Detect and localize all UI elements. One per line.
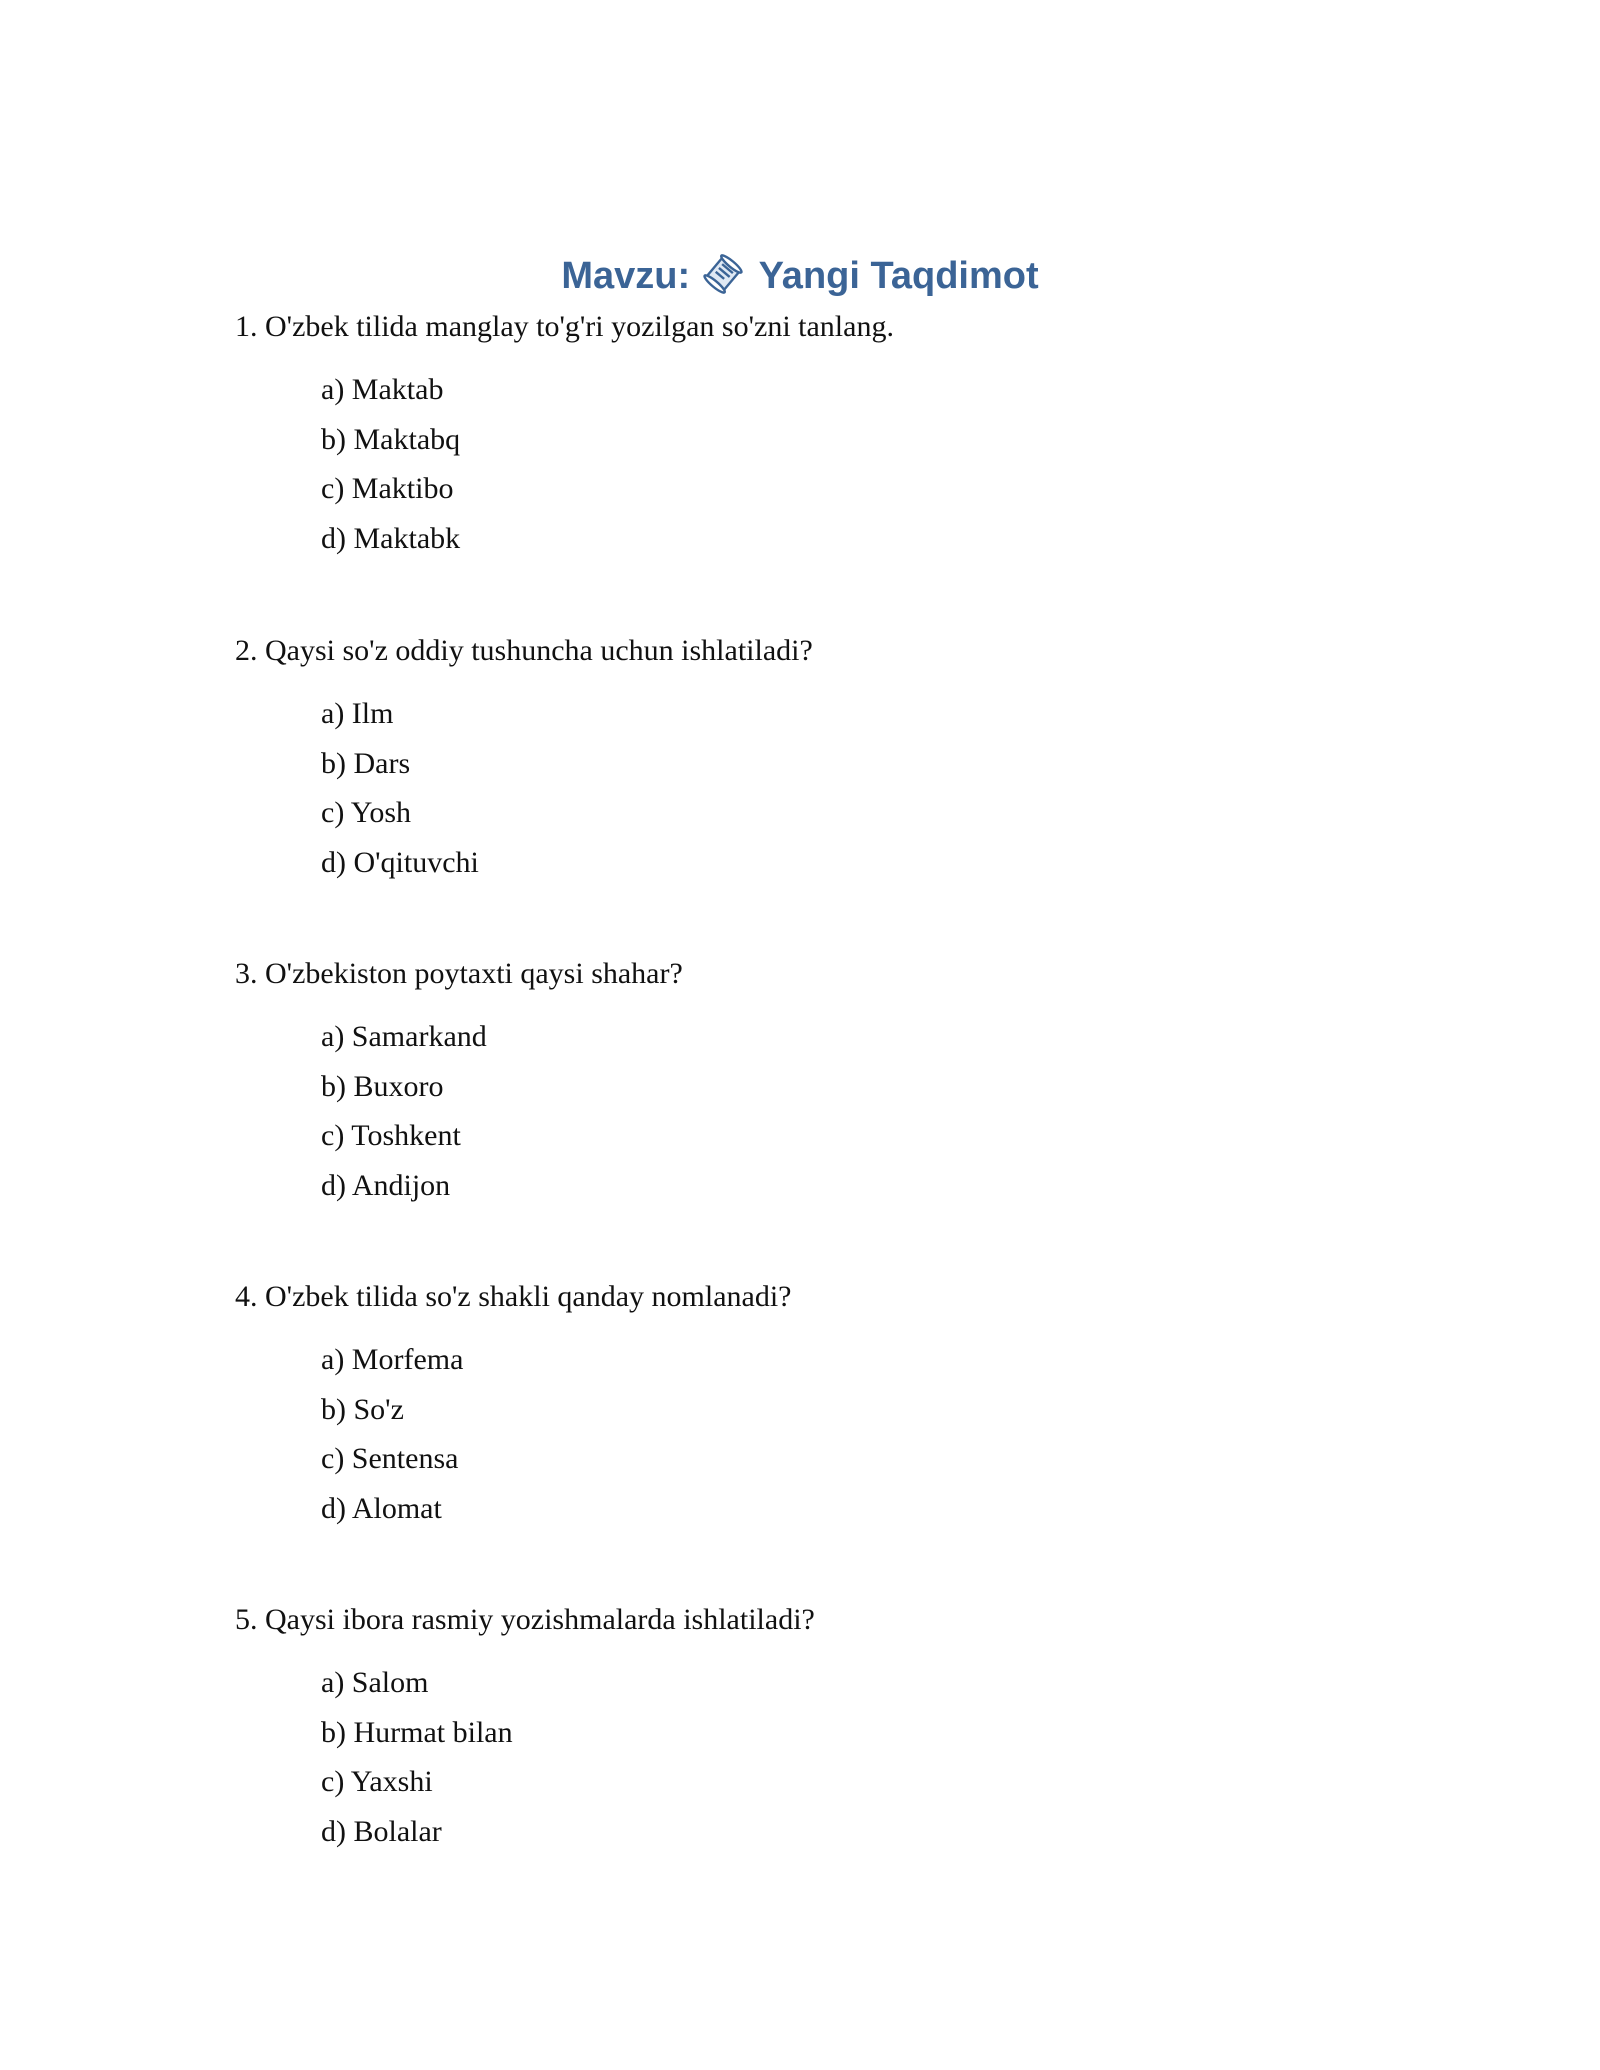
- question-5: [235, 1600, 1435, 1856]
- scroll-icon: [703, 254, 743, 294]
- option-b: b) Dars: [321, 746, 411, 780]
- question-4: [235, 1277, 1435, 1533]
- option-b: b) Maktabq: [321, 422, 461, 456]
- option-b: b) Hurmat bilan: [321, 1715, 513, 1749]
- question-text: 3. O'zbekiston poytaxti qaysi shahar?: [235, 957, 683, 990]
- option-b: b) So'z: [321, 1392, 404, 1426]
- question-text: 2. Qaysi so'z oddiy tushuncha uchun ishlatiladi?: [235, 634, 813, 667]
- options-list: [321, 689, 1435, 887]
- option-b: b) Buxoro: [321, 1069, 444, 1103]
- question-3: [235, 954, 1435, 1210]
- question-2: [235, 631, 1435, 887]
- options-list: [321, 1335, 1435, 1533]
- option-a: a) Maktab: [321, 373, 444, 406]
- option-d: d) O'qituvchi: [321, 845, 479, 879]
- question-text: 1. O'zbek tilida manglay to'g'ri yozilgan so'zni tanlang.: [235, 310, 894, 343]
- option-c: c) Yosh: [321, 796, 412, 829]
- title-text: Yangi Taqdimot: [758, 255, 1039, 297]
- options-list: [321, 365, 1435, 563]
- option-a: a) Salom: [321, 1666, 429, 1699]
- options-list: [321, 1012, 1435, 1210]
- question-1: [235, 307, 1435, 563]
- option-a: a) Morfema: [321, 1343, 464, 1376]
- title-prefix: Mavzu:: [561, 255, 691, 297]
- option-a: a) Samarkand: [321, 1020, 487, 1053]
- option-c: c) Toshkent: [321, 1119, 461, 1152]
- option-d: d) Bolalar: [321, 1814, 442, 1848]
- option-a: a) Ilm: [321, 697, 394, 730]
- option-c: c) Maktibo: [321, 472, 454, 505]
- option-d: d) Alomat: [321, 1491, 442, 1525]
- option-c: c) Yaxshi: [321, 1765, 433, 1798]
- option-c: c) Sentensa: [321, 1442, 459, 1475]
- question-text: 5. Qaysi ibora rasmiy yozishmalarda ishlatiladi?: [235, 1603, 815, 1636]
- document-title: [0, 252, 1600, 300]
- question-text: 4. O'zbek tilida so'z shakli qanday nomlanadi?: [235, 1280, 792, 1313]
- options-list: [321, 1658, 1435, 1856]
- option-d: d) Maktabk: [321, 521, 461, 555]
- option-d: d) Andijon: [321, 1168, 451, 1202]
